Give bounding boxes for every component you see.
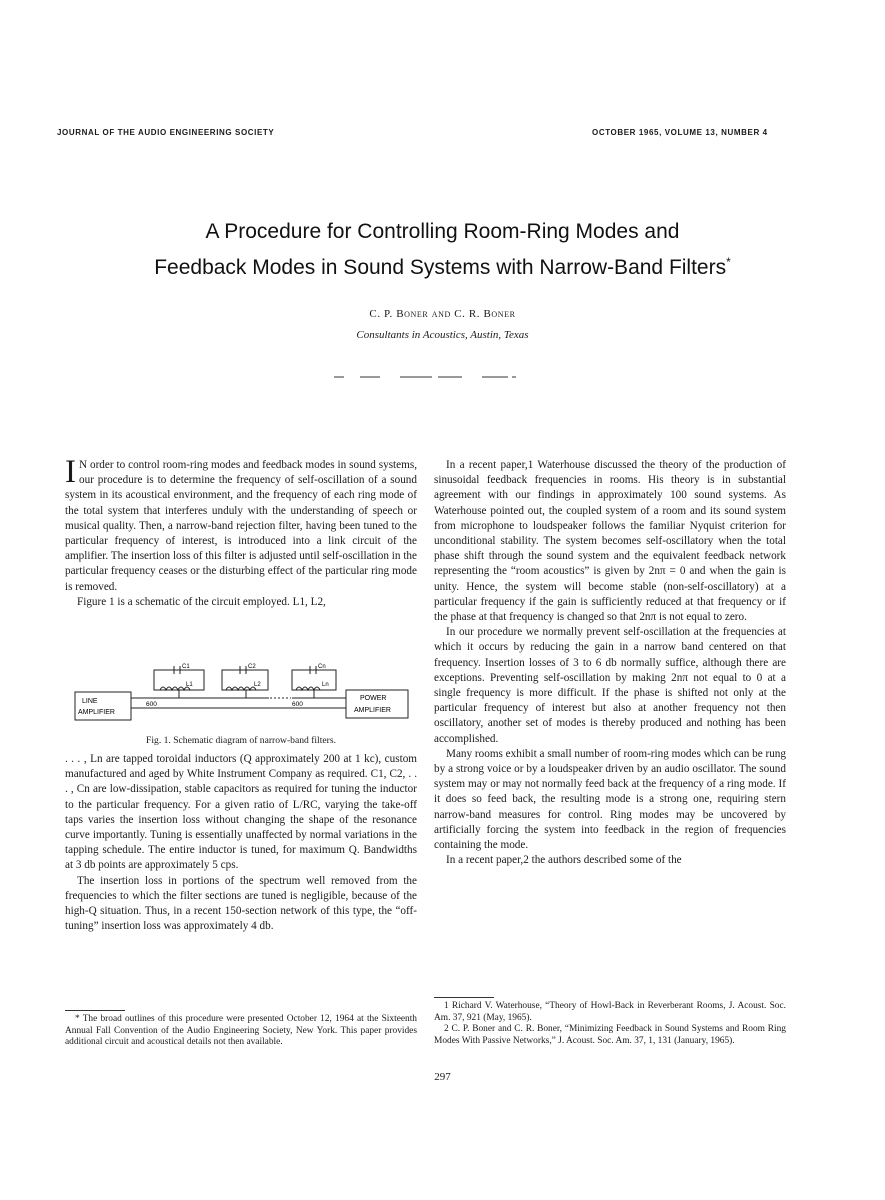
cn-label: Cn bbox=[318, 664, 326, 670]
title-footnote-marker: * bbox=[726, 255, 731, 269]
footnote-2: 2 C. P. Boner and C. R. Boner, “Minimizing Feedback in Sound Systems and Room Ring Modes With Passive Networks,” J. Acoust. Soc. Am. 37, 1, 131 (January, 1965). bbox=[434, 1024, 786, 1046]
issue-info: OCTOBER 1965, VOLUME 13, NUMBER 4 bbox=[592, 128, 768, 137]
figure-1-schematic bbox=[74, 662, 414, 724]
l1-label: L1 bbox=[186, 682, 193, 688]
ohm-right-label: 600 bbox=[292, 701, 303, 708]
title-line-2-text: Feedback Modes in Sound Systems with Narrow-Band Filters bbox=[154, 256, 727, 279]
recent-paper-paragraph: In a recent paper,2 the authors described some of the bbox=[446, 854, 682, 867]
figure-ref-paragraph: Figure 1 is a schematic of the circuit employed. L1, L2, bbox=[77, 595, 326, 608]
journal-name: JOURNAL OF THE AUDIO ENGINEERING SOCIETY bbox=[57, 128, 275, 137]
footnote-rule-right bbox=[434, 997, 494, 998]
dropcap: I bbox=[65, 454, 76, 490]
ln-label: Ln bbox=[322, 682, 329, 688]
authors: C. P. Boner and C. R. Boner bbox=[369, 308, 516, 320]
power-amp-label-1: POWER bbox=[360, 695, 387, 702]
footnote-star: * The broad outlines of this procedure were presented October 12, 1964 at the Sixteenth Annual Fall Convention of the Audio Engineering Society, New York. This paper provides additional circuit and acoustical details not then available. bbox=[65, 1014, 417, 1048]
affiliation: Consultants in Acoustics, Austin, Texas bbox=[356, 329, 529, 341]
insertion-loss-paragraph: The insertion loss in portions of the spectrum well removed from the frequencies to which the filter sections are tuned is negligible, because of the high-Q situation. Thus, in a recent 150-section network of this type, the “off-tuning” insertion loss was approximately 4 db. bbox=[65, 874, 417, 933]
c1-label: C1 bbox=[182, 664, 190, 670]
left-column-bottom bbox=[65, 752, 417, 934]
line-amp-label-2: AMPLIFIER bbox=[78, 709, 115, 716]
l2-label: L2 bbox=[254, 682, 261, 688]
ring-modes-paragraph: Many rooms exhibit a small number of room-ring modes which can be rung by a strong voice or by a loudspeaker driven by an audio oscillator. The sound system may or may not normally feed back at the frequency of a ring mode. If it does so feed back, the resulting mode is a strong one, requiring stern narrow-band measures for control. Ring modes may be uncovered by artificially forcing the system into feedback in the region of frequencies containing the mode. bbox=[434, 747, 786, 852]
line-amp-label-1: LINE bbox=[82, 698, 98, 705]
title-line-1: A Procedure for Controlling Room-Ring Modes and bbox=[205, 220, 680, 243]
ornament-rule bbox=[330, 374, 520, 380]
intro-paragraph bbox=[65, 454, 417, 595]
footnote-rule-left bbox=[65, 1010, 125, 1011]
footnotes-right bbox=[434, 1001, 786, 1047]
left-column-top bbox=[65, 454, 417, 610]
right-column bbox=[434, 458, 786, 868]
power-amp-label-2: AMPLIFIER bbox=[354, 707, 391, 714]
waterhouse-paragraph: In a recent paper,1 Waterhouse discussed the theory of the production of sinusoidal feedback frequencies in rooms. His theory is in substantial agreement with our findings in approximately 100 sound systems. As Waterhouse pointed out, the coupled system of a room and its sound system from microphone to loudspeaker follows the familiar Nyquist criterion for unconditional stability. The system becomes self-oscillatory when the total phase shift through the sound system and the equivalent feedback network representing the “room acoustics” is given by 2nπ = 0 and when the gain is unity. Hence, the system will become stable (non-self-oscillatory) at a particular frequency if the gain is sufficiently reduced at that frequency or if the phase at that frequency is changed so that 2nπ is not equal to zero. bbox=[434, 459, 786, 624]
c2-label: C2 bbox=[248, 664, 256, 670]
footnote-1: 1 Richard V. Waterhouse, “Theory of Howl-Back in Reverberant Rooms, J. Acoust. Soc. Am. 37, 921 (May, 1965). bbox=[434, 1001, 786, 1023]
page-number: 297 bbox=[434, 1071, 451, 1083]
figure-caption: Fig. 1. Schematic diagram of narrow-band filters. bbox=[146, 735, 336, 746]
inductor-paragraph: . . . , Ln are tapped toroidal inductors (Q approximately 200 at 1 kc), custom manufactured and aged by White Instrument Company as required. C1, C2, . . . , Cn are low-dissipation, stable capacitors as required for tuning the inductor to the particular frequency. For a given ratio of L/RC, varying the take-off taps varies the insertion loss without changing the shape of the resonance curve importantly. Tuning is essentially unaffected by normal variations in the tapping schedule. The entire inductor is tuned, for maximum Q. Bandwidths at 3 db points are approximately 5 cps. bbox=[65, 753, 417, 872]
footnote-left bbox=[65, 1014, 417, 1049]
procedure-paragraph: In our procedure we normally prevent self-oscillation at the frequencies at which it occurs by reducing the gain in a narrow band centered on that frequency. Insertion losses of 3 to 6 db normally suffice, although there are exceptions. Preventing self-oscillation by making 2nπ not equal to 0 at a single frequency is more difficult. If the phase is shifted not only at the particular frequency of interest but also at another frequency not then oscillatory, another set of modes is thereby produced and nothing has been accomplished. bbox=[434, 626, 786, 745]
intro-text: N order to control room-ring modes and feedback modes in sound systems, our procedure is to determine the frequency of self-oscillation of a sound system in its acoustical environment, and the frequency of each ring mode of the total system that interferes unduly with the understanding of speech or musical quality. Then, a narrow-band rejection filter, having been tuned to the particular frequency of interest, is introduced into a link circuit of the amplifier. The insertion loss of this filter is adjusted until self-oscillation in the particular frequency ceases or the disturbing effect of the particular ring mode is removed. bbox=[65, 459, 417, 593]
title-line-2 bbox=[0, 255, 885, 280]
ohm-left-label: 600 bbox=[146, 701, 157, 708]
